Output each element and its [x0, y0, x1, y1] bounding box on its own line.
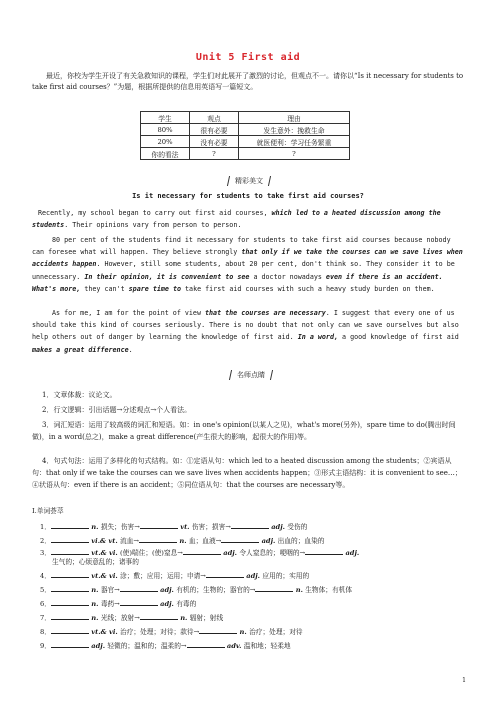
vocab-meaning: 应用的；实用的 — [262, 572, 310, 580]
answer-blank[interactable] — [231, 521, 269, 529]
table-cell: 20% — [141, 136, 190, 148]
answer-blank[interactable] — [51, 521, 89, 529]
vocab-meaning: 有毒的 — [176, 600, 197, 608]
vocab-number: 5． — [40, 586, 51, 594]
answer-blank[interactable] — [51, 612, 89, 620]
answer-blank[interactable] — [187, 640, 225, 648]
part-of-speech: adj. — [343, 549, 360, 557]
essay-title: Is it necessary for students to take first aid courses? — [132, 192, 364, 200]
part-of-speech: adv. — [224, 642, 244, 650]
table-header-cell: 学生 — [141, 112, 190, 124]
part-of-speech: vi.& vt. — [88, 537, 121, 545]
section-tag-commentary — [224, 370, 278, 380]
section-vocab-heading: Ⅰ.单词荟萃 — [32, 507, 64, 515]
part-of-speech: vt.& vi. — [88, 628, 121, 636]
part-of-speech: vt.& vi. — [88, 572, 121, 580]
part-of-speech: vt.& vi. — [88, 549, 121, 557]
vocab-meaning: 毒药→ — [100, 600, 120, 608]
comment-4: 4．句式句法：运用了多样化的句式结构。如：①定语从句：which led to a heated discussion among the students；②宾语从句：that only if we take the courses can we save lives when accidents happen；③形式主语结构：it is convenient to see…；④状语从句：even if there is an accident；⑤同位语从句：that the courses are necessary等。 — [32, 457, 462, 489]
answer-blank[interactable] — [51, 626, 89, 634]
answer-blank[interactable] — [51, 598, 89, 606]
part-of-speech: adj. — [88, 642, 108, 650]
opinion-table — [140, 111, 350, 160]
part-of-speech: n. — [177, 614, 190, 622]
comment-2: 2．行文逻辑：引出话题→分述观点→个人看法。 — [42, 406, 192, 414]
part-of-speech: vt. — [177, 523, 192, 531]
table-cell: 80% — [141, 124, 190, 136]
answer-blank[interactable] — [221, 535, 259, 543]
tag-bar — [227, 176, 230, 186]
tag-label: 精彩美文 — [235, 177, 263, 185]
vocab-meaning: 涂；敷；应用；运用；申请→ — [120, 572, 206, 580]
vocab-meaning: 出血的；血染的 — [277, 537, 325, 545]
essay-paragraph-2: 80 per cent of the students find it necessary for students to take first aid courses because nobody can foresee what will happen. They believe strongly that only if we take the courses can we save lives when accidents happen. However, still some students, about 20 per cent, don't think so. They consider it to be unnecessary. In their opinion, it is convenient to see a doctor nowadays even if there is an accident. What's more, they can't spare time to take first aid courses with such a heavy study burden on them. — [32, 236, 463, 293]
answer-blank[interactable] — [51, 570, 89, 578]
part-of-speech: adj. — [243, 572, 263, 580]
vocab-number: 2． — [40, 537, 51, 545]
vocab-item — [40, 640, 291, 650]
comment-1: 1．文章体裁：议论文。 — [42, 391, 117, 399]
answer-blank[interactable] — [183, 547, 221, 555]
page-number: 1 — [462, 677, 466, 684]
answer-blank[interactable] — [139, 535, 177, 543]
vocab-number: 6． — [40, 600, 51, 608]
answer-blank[interactable] — [120, 584, 158, 592]
vocab-number: 7． — [40, 614, 51, 622]
answer-blank[interactable] — [305, 547, 343, 555]
answer-blank[interactable] — [51, 584, 89, 592]
vocab-meaning: 治疗；处理；对待；款待→ — [120, 628, 200, 636]
vocab-meaning: 伤害；损害→ — [191, 523, 231, 531]
vocab-meaning: 轻微的；温和的；温柔的→ — [107, 642, 187, 650]
vocab-number: 4． — [40, 572, 51, 580]
part-of-speech: n. — [88, 600, 101, 608]
answer-blank[interactable] — [51, 547, 89, 555]
vocab-item — [40, 598, 196, 608]
essay-paragraph-3: As for me, I am for the point of view that the courses are necessary. I suggest that every one of us should take this kind of courses seriously. There is no doubt that not only can we save ourselves but also help others out of danger by learning the knowledge of first aid. In a word, a good knowledge of first aid makes a great difference. — [32, 309, 459, 354]
vocab-number: 8． — [40, 628, 51, 636]
vocab-meaning: 温和地；轻柔地 — [243, 642, 291, 650]
section-tag-model-essay — [222, 176, 276, 186]
vocab-3-continuation: 生气的；心烦意乱的；诸事的 — [52, 558, 139, 566]
table-cell: 很有必要 — [190, 124, 239, 136]
part-of-speech: adj. — [268, 523, 288, 531]
vocab-meaning: (使)喘住；(使)窒息→ — [120, 549, 183, 557]
vocab-item — [40, 584, 352, 594]
vocab-meaning: 辐射；射线 — [189, 614, 224, 622]
part-of-speech: n. — [88, 614, 101, 622]
vocab-meaning: 光线；放射→ — [100, 614, 140, 622]
answer-blank[interactable] — [199, 626, 237, 634]
vocab-item — [40, 521, 307, 531]
part-of-speech: adj. — [157, 586, 177, 594]
table-cell: 没有必要 — [190, 136, 239, 148]
answer-blank[interactable] — [206, 570, 244, 578]
vocab-meaning: 治疗；处理；对待 — [249, 628, 303, 636]
vocab-meaning: 血；血液→ — [188, 537, 222, 545]
table-cell: 你的看法 — [141, 148, 190, 160]
vocab-item — [40, 570, 309, 580]
vocab-meaning: 受伤的 — [287, 523, 308, 531]
table-cell: 就医便利：学习任务繁重 — [239, 136, 350, 148]
vocab-number: 9． — [40, 642, 51, 650]
answer-blank[interactable] — [120, 598, 158, 606]
part-of-speech: adj. — [157, 600, 177, 608]
table-cell: ? — [239, 148, 350, 160]
task-intro: 最近，你校为学生开设了有关急救知识的课程，学生们对此展开了激烈的讨论，但观点不一。请你以“Is it necessary for students to take first aid courses？”为题，根据所提供的信息用英语写一篇短文。 — [32, 72, 464, 92]
unit-title: Unit 5 First aid — [195, 52, 301, 63]
vocab-item — [40, 612, 223, 622]
part-of-speech: adj. — [220, 549, 240, 557]
vocab-meaning: 流血→ — [120, 537, 140, 545]
table-header-cell: 理由 — [239, 112, 350, 124]
answer-blank[interactable] — [140, 521, 178, 529]
answer-blank[interactable] — [51, 640, 89, 648]
tag-label: 名师点睛 — [237, 371, 265, 379]
part-of-speech: n. — [293, 586, 306, 594]
tag-bar — [268, 176, 271, 186]
vocab-meaning: 有机的；生物的；器官的→ — [176, 586, 256, 594]
answer-blank[interactable] — [51, 535, 89, 543]
vocab-meaning: 器官→ — [100, 586, 120, 594]
part-of-speech: n. — [237, 628, 250, 636]
part-of-speech: n. — [88, 586, 101, 594]
table-cell: 发生意外：挽救生命 — [239, 124, 350, 136]
part-of-speech: n. — [177, 537, 189, 545]
essay-paragraph-1: Recently, my school began to carry out first aid courses, which led to a heated discussion among the students. Their opinions vary from person to person. — [32, 209, 441, 230]
vocab-meaning: 损失；伤害→ — [100, 523, 140, 531]
vocab-number: 1． — [40, 523, 51, 531]
tag-bar — [229, 370, 232, 380]
tag-bar — [270, 370, 273, 380]
comment-3: 3．词汇短语：运用了较高级的词汇和短语。如：in one's opinion(以某人之见)，what's more(另外)，spare time to do(腾出时间做)，in a word(总之)，make a great difference(产生很大的影响，起很大的作用)等。 — [32, 421, 456, 441]
vocab-item — [40, 626, 303, 636]
vocab-meaning: 令人窒息的；哽咽的→ — [239, 549, 306, 557]
answer-blank[interactable] — [255, 584, 293, 592]
table-cell: ? — [190, 148, 239, 160]
table-header-cell: 观点 — [190, 112, 239, 124]
vocab-item — [40, 535, 324, 545]
vocab-meaning: 生物体；有机体 — [305, 586, 353, 594]
part-of-speech: n. — [88, 523, 101, 531]
vocab-number: 3． — [40, 549, 51, 557]
part-of-speech: adj. — [259, 537, 278, 545]
answer-blank[interactable] — [140, 612, 178, 620]
